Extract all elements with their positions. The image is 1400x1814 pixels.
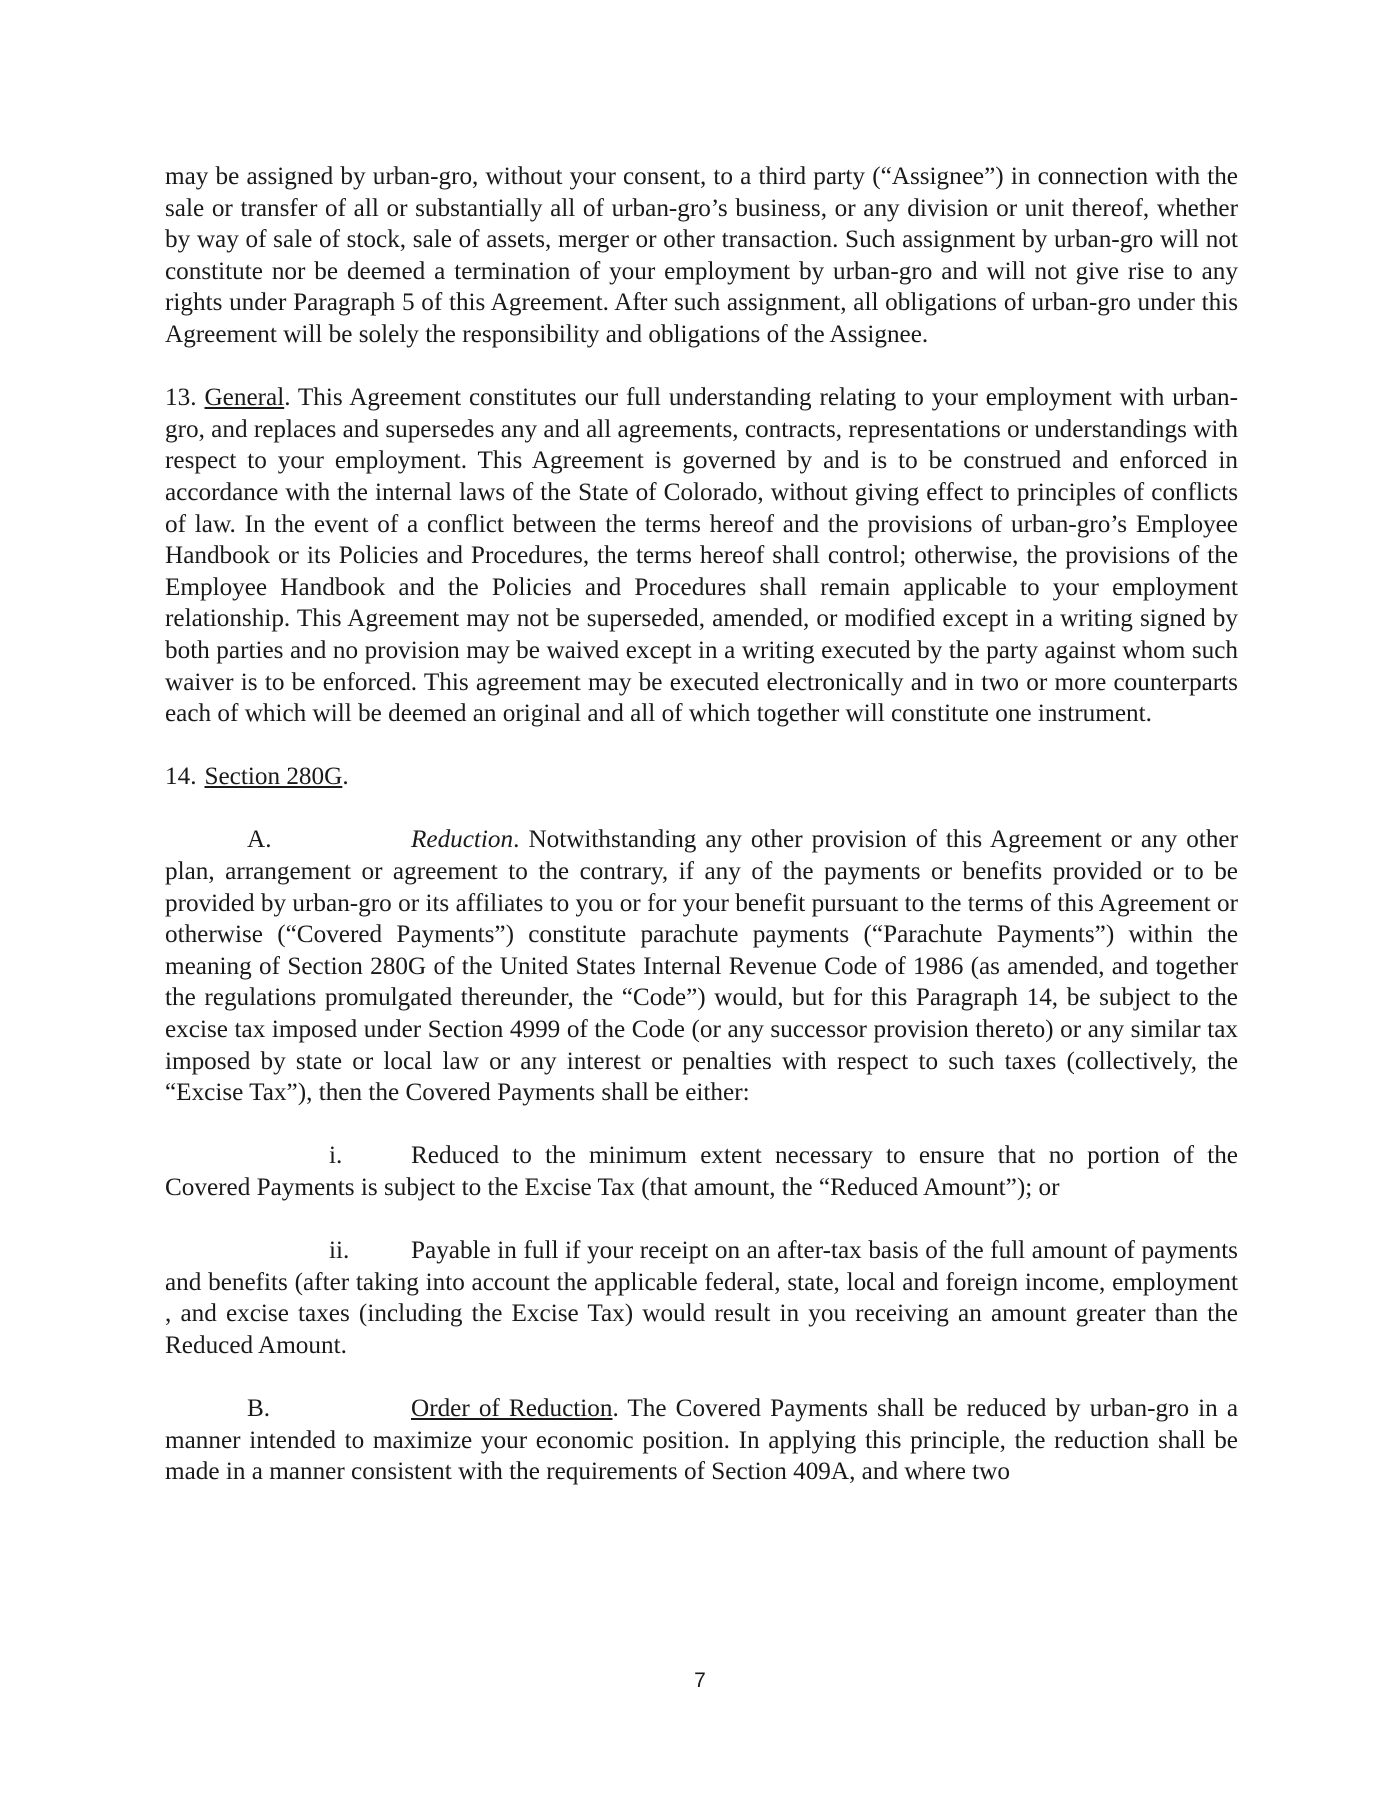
- section-14a-label: A.: [247, 826, 272, 854]
- section-14b-body: . The Covered Payments shall be reduced by urban-gro in a manner intended to maximize your economic position. In applying this principle, the reduction shall be made in a manner consistent with the requirements of Section 409A, and where two: [165, 1395, 1238, 1486]
- paragraph-12-continuation: may be assigned by urban-gro, without your consent, to a third party (“Assignee”) in connection with the sale or transfer of all or substantially all of urban-gro’s business, or any division or unit thereof, whether by way of sale of stock, sale of assets, merger or other transaction. Such assignment by urban-gro will not constitute nor be deemed a termination of your employment by urban-gro and will not give rise to any rights under Paragraph 5 of this Agreement. After such assignment, all obligations of urban-gro under this Agreement will be solely the responsibility and obligations of the Assignee.: [165, 163, 1238, 348]
- item-i-body: Reduced to the minimum extent necessary to ensure that no portion of the Covered Payments is subject to the Excise Tax (that amount, the “Reduced Amount”); or: [165, 1142, 1238, 1201]
- item-ii-body: Payable in full if your receipt on an after-tax basis of the full amount of payments and benefits (after taking into account the applicable federal, state, local and foreign income, employment , and excise taxes (including the Excise Tax) would result in you receiving an amount greater than the Reduced Amount.: [165, 1237, 1238, 1359]
- section-13-number: 13.: [165, 384, 197, 412]
- section-14a-item-ii: [165, 1235, 1238, 1361]
- document-page: [165, 161, 1238, 1520]
- section-14b-order-of-reduction: [165, 1393, 1238, 1488]
- page-number: 7: [694, 1669, 706, 1692]
- section-14-number: 14.: [165, 763, 197, 791]
- section-13-heading: General: [204, 384, 285, 412]
- section-14-heading-period: .: [342, 763, 349, 791]
- item-ii-label: ii.: [329, 1237, 350, 1265]
- section-14a-body: . Notwithstanding any other provision of this Agreement or any other plan, arrangement or agreement to the contrary, if any of the payments or benefits provided or to be provided by urban-gro or its affiliates to you or for your benefit pursuant to the terms of this Agreement or otherwise (“Covered Payments”) constitute parachute payments (“Parachute Payments”) within the meaning of Section 280G of the United States Internal Revenue Code of 1986 (as amended, and together the regulations promulgated thereunder, the “Code”) would, but for this Paragraph 14, be subject to the excise tax imposed under Section 4999 of the Code (or any successor provision thereto) or any similar tax imposed by state or local law or any interest or penalties with respect to such taxes (collectively, the “Excise Tax”), then the Covered Payments shall be either:: [165, 826, 1238, 1107]
- section-14-heading: Section 280G: [204, 763, 343, 791]
- section-14a-reduction: [165, 824, 1238, 1108]
- section-14b-label: B.: [247, 1395, 271, 1423]
- item-i-label: i.: [329, 1142, 343, 1170]
- section-14b-title: Order of Reduction: [411, 1395, 613, 1423]
- section-14a-item-i: [165, 1140, 1238, 1203]
- section-14a-title: Reduction: [411, 826, 514, 854]
- section-13-general: [165, 382, 1238, 730]
- section-14-heading-line: [165, 761, 1238, 793]
- section-13-body: . This Agreement constitutes our full understanding relating to your employment with urban-gro, and replaces and supersedes any and all agreements, contracts, representations or understandings with respect to your employment. This Agreement is governed by and is to be construed and enforced in accordance with the internal laws of the State of Colorado, without giving effect to principles of conflicts of law. In the event of a conflict between the terms hereof and the provisions of urban-gro’s Employee Handbook or its Policies and Procedures, the terms hereof shall control; otherwise, the provisions of the Employee Handbook and the Policies and Procedures shall remain applicable to your employment relationship. This Agreement may not be superseded, amended, or modified except in a writing signed by both parties and no provision may be waived except in a writing executed by the party against whom such waiver is to be enforced. This agreement may be executed electronically and in two or more counterparts each of which will be deemed an original and all of which together will constitute one instrument.: [165, 384, 1238, 728]
